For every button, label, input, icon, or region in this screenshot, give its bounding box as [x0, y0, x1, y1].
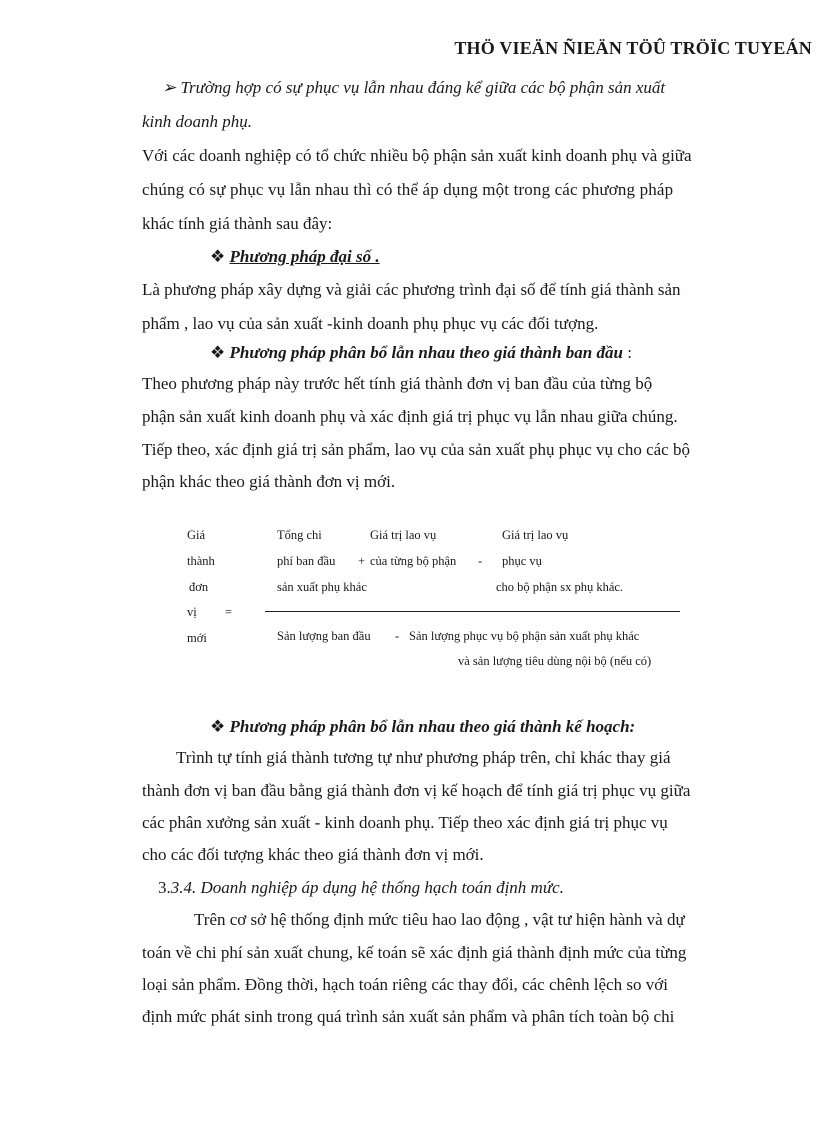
section-heading-line2: kinh doanh phụ. — [142, 112, 253, 131]
formula-left-1: Giá — [187, 528, 206, 542]
formula-plus: + — [358, 554, 366, 568]
method3-line3: các phân xưởng sản xuất - kinh doanh phụ. Tiếp theo xác định giá trị phục vụ — [142, 813, 668, 832]
diamond-bullet-icon: ❖ — [210, 717, 226, 736]
section-334-title — [158, 871, 728, 905]
diamond-bullet-icon: ❖ — [210, 247, 226, 266]
method1-title: Phương pháp đại số . — [229, 247, 380, 266]
section-334-line1: Trên cơ sở hệ thống định mức tiêu hao lao động , vật tư hiện hành và dự — [194, 910, 685, 929]
diamond-bullet-icon: ❖ — [210, 343, 226, 362]
section-334-prefix: 3. — [158, 878, 171, 897]
formula-num2-2: của từng bộ phận — [370, 554, 457, 568]
method1-heading — [210, 240, 780, 274]
formula-denom-a: Sản lượng ban đầu — [277, 629, 371, 643]
method3-line2: thành đơn vị ban đầu bằng giá thành đơn vị kế hoạch để tính giá trị phục vụ giữa — [142, 781, 691, 800]
method2-title: Phương pháp phân bổ lẫn nhau theo giá thành ban đầu — [229, 343, 623, 362]
method1-line2: phẩm , lao vụ của sản xuất -kinh doanh phụ phục vụ các đối tượng. — [142, 314, 599, 333]
formula-num1-2: phí ban đầu — [277, 554, 336, 568]
formula-num3-1: Giá trị lao vụ — [502, 528, 569, 542]
arrow-bullet-icon: ➢ — [162, 78, 177, 97]
method2-line1: Theo phương pháp này trước hết tính giá thành đơn vị ban đầu của từng bộ — [142, 374, 653, 393]
method3-line4: cho các đối tượng khác theo giá thành đơn vị mới. — [142, 845, 484, 864]
formula-num1-3: sản xuất phụ khác — [277, 580, 367, 594]
formula-fraction-bar — [265, 611, 680, 612]
formula-num3-2: phục vụ — [502, 554, 542, 568]
formula-num1-1: Tổng chi — [277, 528, 322, 542]
section-heading-line1: Trường hợp có sự phục vụ lẫn nhau đáng kể giữa các bộ phận sản xuất — [180, 78, 666, 97]
page-header-title: THÖ VIEÄN ÑIEÄN TÖÛ TRÖÏC TUYEÁN — [454, 38, 812, 58]
method3-heading — [210, 710, 780, 744]
method3-title: Phương pháp phân bổ lẫn nhau theo giá thành kế hoạch: — [229, 717, 636, 736]
formula-left-5: mới — [187, 631, 207, 645]
formula-denom-minus: - — [395, 629, 400, 643]
formula-left-2: thành — [187, 554, 215, 568]
formula-denom-c: và sản lượng tiêu dùng nội bộ (nếu có) — [458, 654, 652, 668]
method1-line1: Là phương pháp xây dựng và giải các phương trình đại số để tính giá thành sản — [142, 280, 681, 299]
section-heading — [162, 71, 722, 105]
method2-line2: phận sản xuất kinh doanh phụ và xác định giá trị phục vụ lẫn nhau giữa chúng. — [142, 407, 678, 426]
formula-equals: = — [225, 605, 233, 619]
section-334-line4: định mức phát sinh trong quá trình sản xuất sản phẩm và phân tích toàn bộ chi — [142, 1007, 675, 1026]
method2-line3: Tiếp theo, xác định giá trị sản phẩm, lao vụ của sản xuất phụ phục vụ cho các bộ — [142, 440, 690, 459]
formula-left-4: vị — [187, 605, 197, 619]
section-334-line3: loại sản phẩm. Đồng thời, hạch toán riêng các thay đổi, các chênh lệch so với — [142, 975, 668, 994]
section-para-line3: khác tính giá thành sau đây: — [142, 214, 333, 233]
section-334-line2: toán về chi phí sản xuất chung, kế toán sẽ xác định giá thành định mức của từng — [142, 943, 687, 962]
method2-line4: phận khác theo giá thành đơn vị mới. — [142, 472, 396, 491]
method2-title-suffix: : — [622, 343, 632, 362]
formula-minus: - — [478, 554, 483, 568]
method3-line1: Trình tự tính giá thành tương tự như phương pháp trên, chỉ khác thay giá — [176, 748, 671, 767]
formula-left-3: đơn — [189, 580, 209, 594]
section-334-title-text: 3.4. Doanh nghiệp áp dụng hệ thống hạch toán định mức. — [170, 878, 564, 897]
section-para-line2: chúng có sự phục vụ lẫn nhau thì có thể áp dụng một trong các phương pháp — [142, 180, 674, 199]
formula-num3-3: cho bộ phận sx phụ khác. — [496, 580, 624, 594]
section-para-line1: Với các doanh nghiệp có tổ chức nhiều bộ phận sản xuất kinh doanh phụ và giữa — [142, 146, 692, 165]
formula-num2-1: Giá trị lao vụ — [370, 528, 437, 542]
formula-denom-b: Sản lượng phục vụ bộ phận sản xuất phụ khác — [409, 629, 640, 643]
method2-heading — [210, 336, 780, 370]
